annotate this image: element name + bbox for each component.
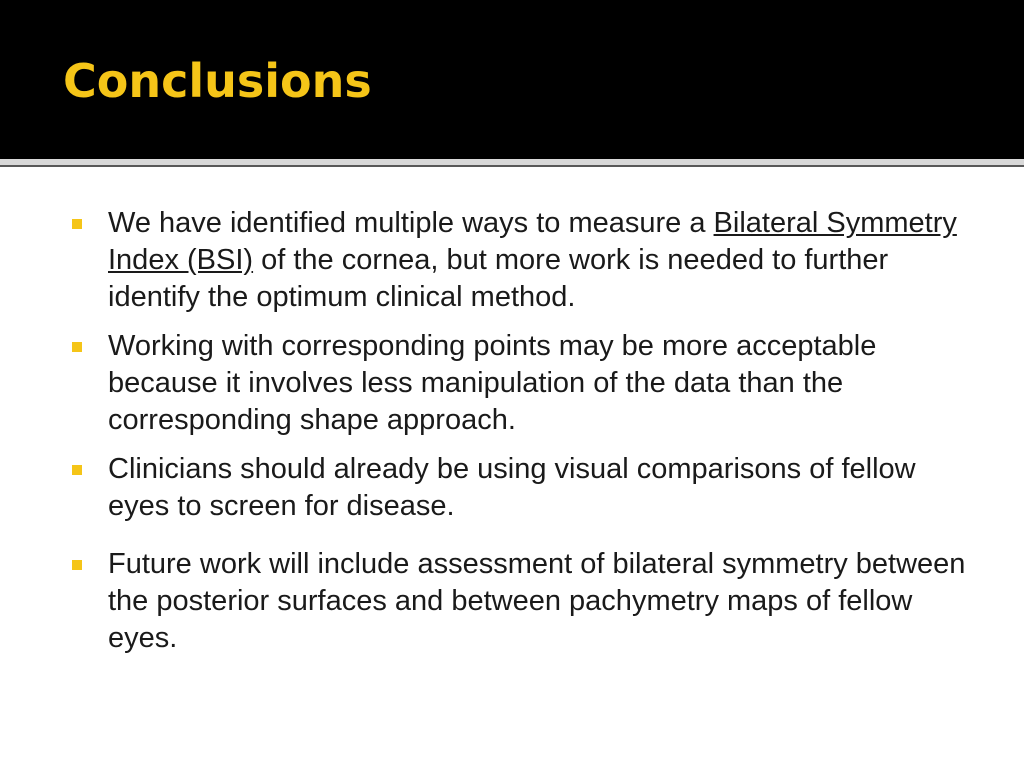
bullet-3-text: Clinicians should already be using visual comparisons of fellow eyes to screen for disease. <box>108 453 916 522</box>
square-bullet-icon <box>72 465 82 475</box>
slide-title: Conclusions <box>63 54 372 108</box>
bullet-2-text: Working with corresponding points may be more acceptable because it involves less manipulation of the data than the corresponding shape approach. <box>108 330 877 436</box>
bullet-1-text-start: We have identified multiple ways to measure a <box>108 207 714 239</box>
bullet-item-2 <box>70 328 970 439</box>
title-bar <box>0 0 1024 159</box>
bullet-list <box>70 205 970 657</box>
bullet-item-1 <box>70 205 970 316</box>
bullet-4-text: Future work will include assessment of bilateral symmetry between the posterior surfaces and between pachymetry maps of fellow eyes. <box>108 548 966 654</box>
divider-dark <box>0 165 1024 167</box>
bullet-1-text-end: of the cornea, but more work is needed to further identify the optimum clinical method. <box>108 244 889 313</box>
bsi-underlined-term: Bilateral Symmetry Index (BSI) <box>108 207 957 276</box>
bullet-item-4 <box>70 546 970 657</box>
square-bullet-icon <box>72 342 82 352</box>
bullet-item-3 <box>70 451 970 525</box>
square-bullet-icon <box>72 560 82 570</box>
square-bullet-icon <box>72 219 82 229</box>
